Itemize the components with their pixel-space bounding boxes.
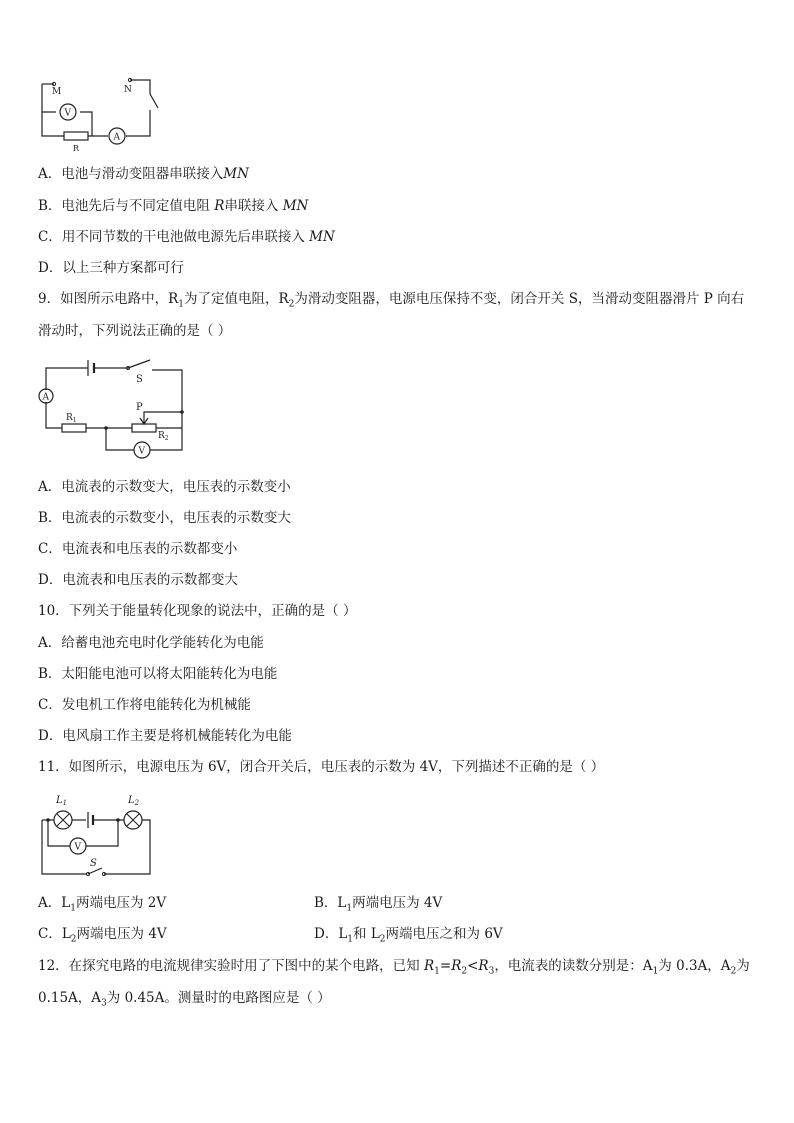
label-l1: $L_1$ [56,795,68,807]
q11-option-d: D．$L_1$和 $L_2$两端电压之和为 6V [314,926,503,945]
voltmeter-label: V [64,108,71,119]
q9-option-d: D．电流表和电压表的示数都变大 [38,572,238,588]
q8-option-c: C．用不同节数的干电池做电源先后串联接入 MN [38,229,335,245]
rheostat-r2 [132,424,156,432]
q10-option-b: B．太阳能电池可以将太阳能转化为电能 [38,666,278,682]
q11-option-c: C．$L_2$两端电压为 4V [38,926,167,945]
q12-stem-line1: 12．在探究电路的电流规律实验时用了下图中的某个电路，已知 $R_1=R_2<R_3$，电流表的读数分别是：$A_1$为 0.3A，$A_2$为 [38,958,750,977]
voltmeter-label: V [74,842,81,853]
junction-dot [180,410,184,414]
label-m: M [52,87,62,97]
ammeter-label: A [113,132,120,143]
q10-stem: 10．下列关于能量转化现象的说法中，正确的是（ ） [38,603,357,619]
label-s: S [136,374,143,385]
q9-option-b: B．电流表的示数变小，电压表的示数变大 [38,510,291,526]
q9-option-a: A．电流表的示数变大，电压表的示数变小 [38,479,291,495]
circuit-diagram-q11 [38,790,168,880]
junction-dot [116,818,120,822]
q9-stem-line2: 滑动时，下列说法正确的是（ ） [38,323,232,339]
label-n: N [124,85,132,95]
q10-option-c: C．发电机工作将电能转化为机械能 [38,697,251,713]
q11-option-a: A．$L_1$两端电压为 2V [38,895,167,914]
label-s: S [90,858,97,869]
q12-stem-line2: 0.15A，$A_3$为 0.45A。测量时的电路图应是（ ） [38,990,331,1009]
q11-option-b: B．$L_1$两端电压为 4V [314,895,443,914]
label-l2: $L_2$ [128,795,140,807]
q8-option-a: A．电池与滑动变阻器串联接入MN [38,166,249,182]
label-r1: $R_1$ [66,413,77,424]
q10-option-a: A．给蓄电池充电时化学能转化为电能 [38,635,264,651]
q9-stem-line1: 9．如图所示电路中，$R_1$为了定值电阻，$R_2$为滑动变阻器，电源电压保持不变，闭合开关 S，当滑动变阻器滑片 P 向右 [38,291,745,310]
circuit-diagram-q8 [36,74,176,154]
label-p: P [136,402,143,413]
q8-option-d: D．以上三种方案都可行 [38,260,184,276]
circuit-diagram-q9 [36,358,196,468]
resistor-r [64,132,88,140]
q10-option-d: D．电风扇工作主要是将机械能转化为电能 [38,728,292,744]
q11-stem: 11．如图所示，电源电压为 6V，闭合开关后，电压表的示数为 4V，下列描述不正确的是（ ） [38,759,605,775]
lamp-l1-cross [57,814,70,827]
resistor-r1 [62,424,86,432]
lamp-l2-cross [127,814,140,827]
ammeter-label: A [42,392,49,403]
q9-option-c: C．电流表和电压表的示数都变小 [38,541,238,557]
label-r2: $R_2$ [158,431,169,442]
junction-dot [46,818,50,822]
voltmeter-label: V [138,446,145,457]
label-r: R [73,144,80,153]
junction-dot [104,426,108,430]
q8-option-b: B．电池先后与不同定值电阻 R串联接入 MN [38,198,309,214]
